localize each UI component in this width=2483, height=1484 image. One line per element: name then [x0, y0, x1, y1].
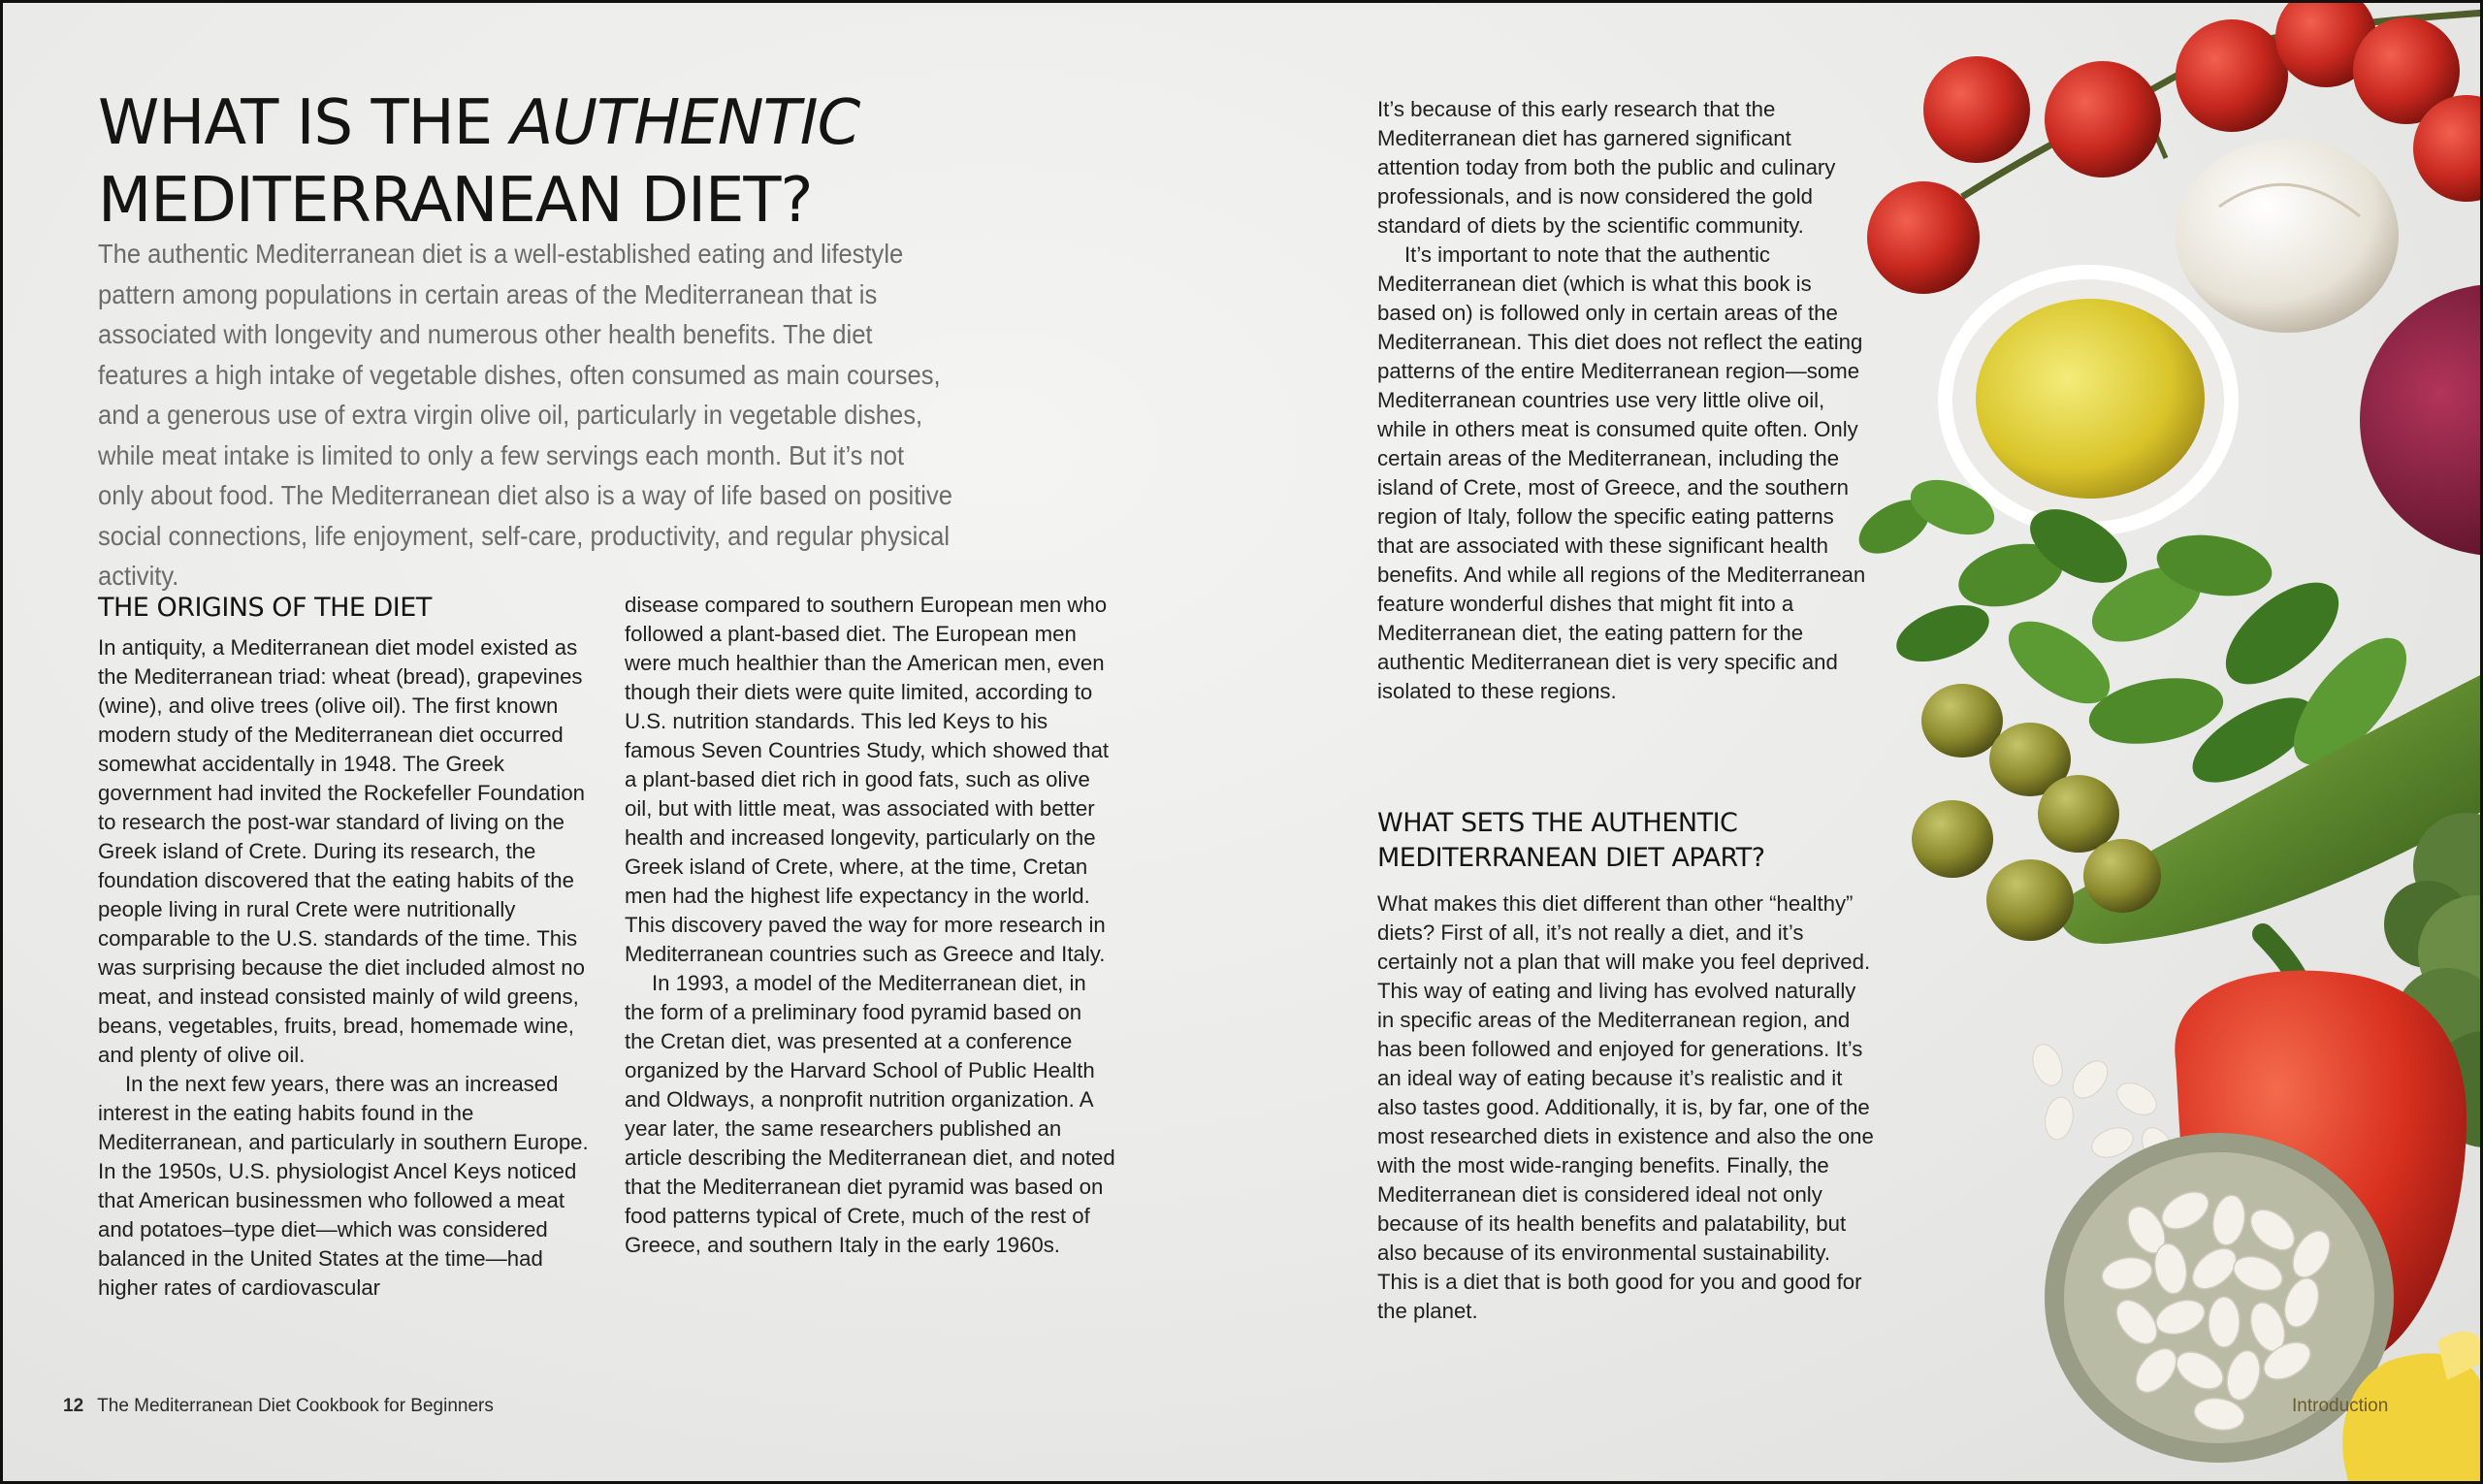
origins-paragraph-4: In 1993, a model of the Mediterranean diet, in the form of a preliminary food pyramid based on the Cretan diet, was presented at a conference organized by the Harvard School of Public Health and Oldways, a nonprofit nutrition organization. A year later, the same researchers published an article describing the Mediterranean diet, and noted that the Mediterranean diet pyramid was based on food patterns typical of Crete, much of the rest of Greece, and southern Italy in the early 1960s. [625, 971, 1115, 1257]
intro-paragraph: The authentic Mediterranean diet is a well-established eating and lifestyle pattern among populations in certain areas of the Mediterranean that is associated with longevity and numerous other health benefits. The diet features a high intake of vegetable dishes, often consumed as main courses, and a generous use of extra virgin olive oil, particularly in vegetable dishes, while meat intake is limited to only a few servings each month. But it’s not only about food. The Mediterranean diet also is a way of life based on positive social connections, life enjoyment, self-care, productivity, and regular physical activity. [98, 239, 953, 591]
column-3-bottom [1377, 889, 1874, 1326]
authentic-note-paragraph: It’s important to note that the authentic Mediterranean diet (which is what this book is based on) is followed only in certain areas of the Mediterranean. This diet does not reflect the eating patterns of the entire Mediterranean region—some Mediterranean countries use very little olive oil, while in others meat is consumed quite often. Only certain areas of the Mediterranean, including the island of Crete, most of Greece, and the southern region of Italy, follow the specific eating patterns that are associated with these significant health benefits. And while all regions of the Mediterranean feature wonderful dishes that might fit into a Mediterranean diet, the eating pattern for the authentic Mediterranean diet is very specific and isolated to these regions. [1377, 242, 1866, 703]
column-1 [98, 633, 589, 1303]
page-number: 12 [63, 1396, 84, 1416]
section-heading-origins: THE ORIGINS OF THE DIET [98, 593, 432, 623]
book-title: The Mediterranean Diet Cookbook for Beginners [97, 1396, 494, 1416]
olive-oil-bowl [1938, 265, 2239, 536]
footer-left [63, 1396, 494, 1417]
footer-section: Introduction [2292, 1396, 2389, 1416]
red-onion [2360, 284, 2483, 556]
section-heading-apart: WHAT SETS THE AUTHENTIC MEDITERRANEAN DIET APART? [1377, 808, 1765, 873]
page-title [98, 84, 971, 240]
title-emphasis: AUTHENTIC [510, 87, 860, 159]
garlic [2176, 139, 2399, 333]
origins-paragraph-3: disease compared to southern European men who followed a plant-based diet. The European men were much healthier than the American men, even though their diets were quite limited, according to U.S. nutrition standards. This led Keys to his famous Seven Countries Study, which showed that a plant-based diet rich in good fats, such as olive oil, but with little meat, was associated with better health and increased longevity, particularly on the Greek island of Crete, where, at the time, Cretan men had the highest life expectancy in the world. This discovery paved the way for more research in Mediterranean countries such as Greece and Italy. [625, 593, 1110, 966]
origins-paragraph-2: In the next few years, there was an increased interest in the eating habits found in the Mediterranean, and particularly in southern Europe. In the 1950s, U.S. physiologist Ancel Keys noticed that American businessmen who followed a meat and potatoes–type diet—which was considered balanced in the United States at the time—had higher rates of cardiovascular [98, 1072, 589, 1300]
apart-paragraph: What makes this diet different than other “healthy” diets? First of all, it’s not really a diet, and it’s certainly not a plan that will make you feel deprived. This way of eating and living has evolved naturally in specific areas of the Mediterranean region, and has been followed and enjoyed for generations. It’s an ideal way of eating because it’s realistic and it also tastes good. Additionally, it is, by far, one of the most researched diets in existence and also the one with the most wide-ranging benefits. Finally, the Mediterranean diet is considered ideal not only because of its health benefits and palatability, but also because of its environmental sustainability. This is a diet that is both good for you and good for the planet. [1377, 891, 1874, 1323]
title-line2: MEDITERRANEAN DIET? [98, 165, 813, 237]
column-2 [625, 591, 1115, 1260]
title-line1: WHAT IS THE [98, 87, 511, 159]
research-paragraph: It’s because of this early research that the Mediterranean diet has garnered significant attention today from both the public and culinary professionals, and is now considered the gold standard of diets by the scientific community. [1377, 97, 1836, 238]
origins-paragraph-1: In antiquity, a Mediterranean diet model existed as the Mediterranean triad: wheat (bread), grapevines (wine), and olive trees (olive oil). The first known modern study of the Mediterranean diet occurred somewhat accidentally in 1948. The Greek government had invited the Rockefeller Foundation to research the post-war standard of living on the Greek island of Crete. During its research, the foundation discovered that the eating habits of the people living in rural Crete were nutritionally comparable to the U.S. standards of the time. This was surprising because the diet included almost no meat, and instead consisted mainly of wild greens, beans, vegetables, fruits, bread, homemade wine, and plenty of olive oil. [98, 635, 585, 1067]
food-photo [1846, 3, 2483, 1484]
column-3 [1377, 95, 1874, 706]
